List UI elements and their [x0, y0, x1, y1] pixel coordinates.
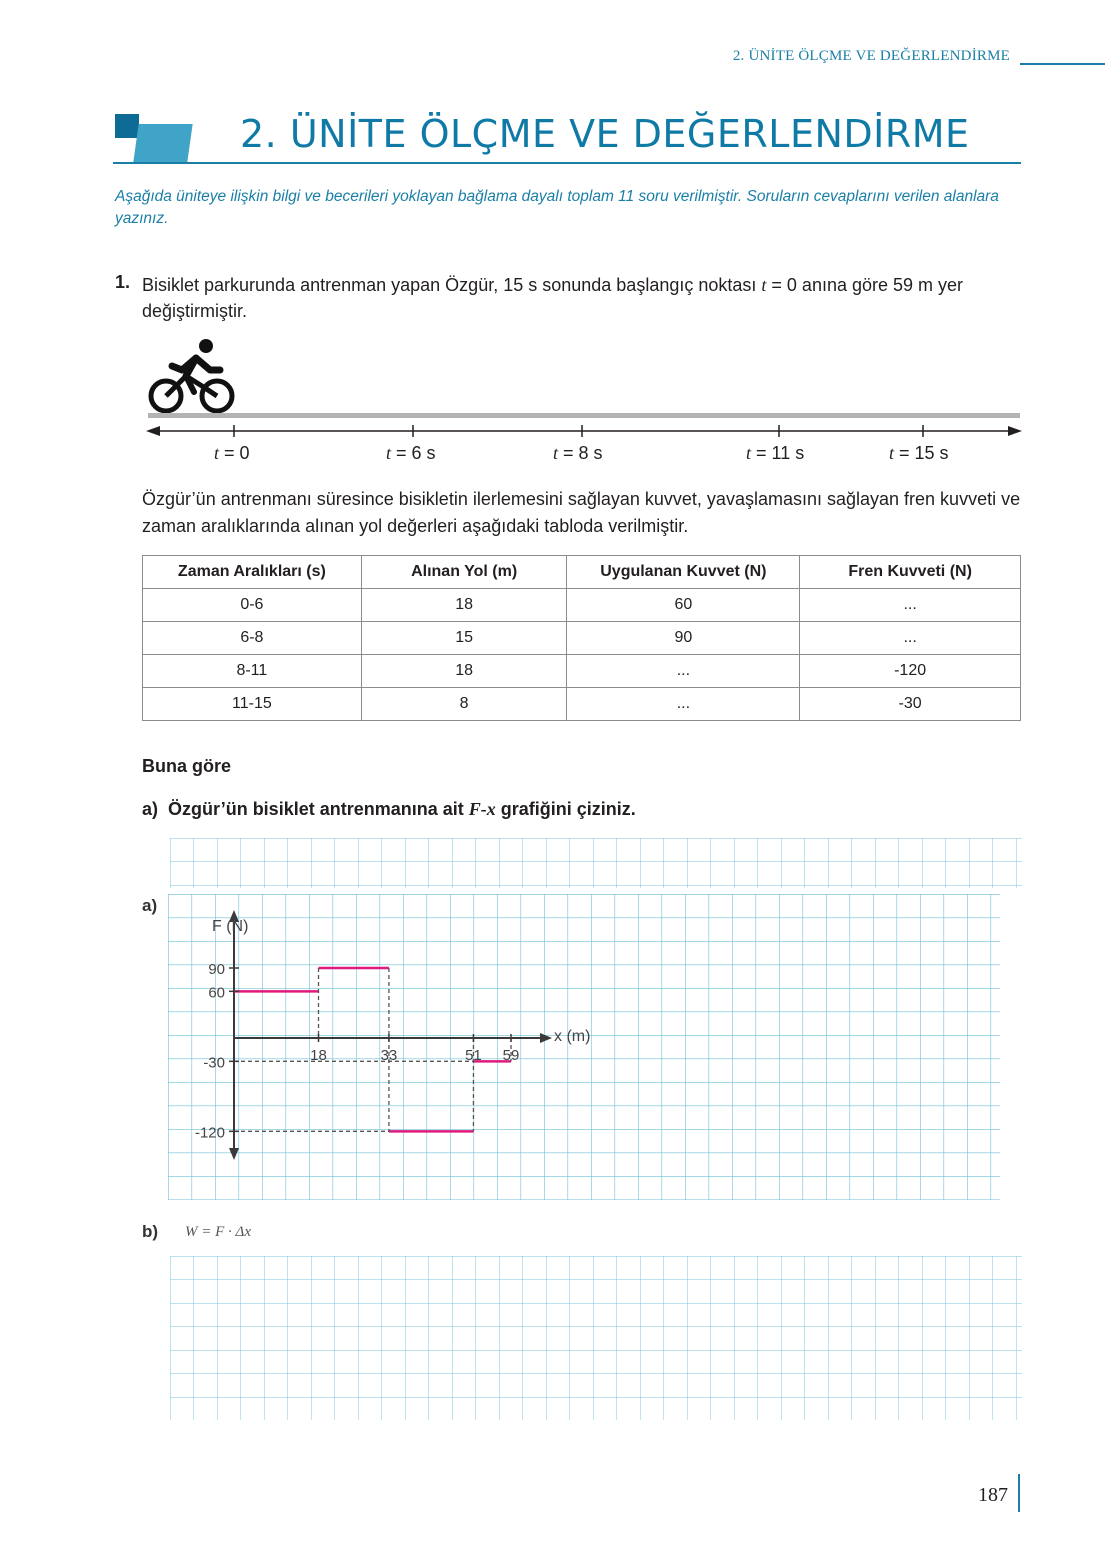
table-cell: 11-15 — [143, 688, 362, 721]
y-tick-label: -30 — [203, 1054, 225, 1072]
table-cell: 18 — [361, 589, 567, 622]
title-rule — [113, 162, 1021, 164]
cyclist-icon — [146, 336, 240, 418]
table-row — [143, 655, 1021, 688]
table-row — [143, 589, 1021, 622]
answer-grid-b[interactable] — [170, 1256, 1022, 1420]
table-header-cell: Alınan Yol (m) — [361, 556, 567, 589]
table-cell: 60 — [567, 589, 800, 622]
running-header: 2. ÜNİTE ÖLÇME VE DEĞERLENDİRME — [732, 48, 1010, 64]
page-title: 2. ÜNİTE ÖLÇME VE DEĞERLENDİRME — [240, 112, 970, 156]
answer-a-label: a) — [142, 896, 158, 915]
graph-grid — [168, 894, 1000, 1200]
x-tick-label: 51 — [465, 1047, 482, 1064]
table-cell: ... — [567, 655, 800, 688]
x-tick-label: 33 — [380, 1047, 398, 1064]
time-label-1: t = 6 s — [386, 443, 436, 463]
table-cell: -30 — [800, 688, 1021, 721]
y-axis-label: F (N) — [212, 918, 249, 935]
question-number: 1. — [115, 272, 131, 292]
page-number: 187 — [978, 1484, 1008, 1506]
x-axis-label: x (m) — [554, 1028, 591, 1045]
x-tick-label: 59 — [502, 1047, 520, 1064]
y-tick-label: 60 — [208, 984, 225, 1002]
question-text: Bisiklet parkurunda antrenman yapan Özgür, 15 s sonunda başlangıç noktası t = 0 anına göre 59 m yer değiştirmiştir. — [142, 275, 964, 321]
running-header-rule — [1020, 63, 1105, 65]
table-cell: 0-6 — [143, 589, 362, 622]
table-cell: ... — [800, 589, 1021, 622]
answer-b-label: b) — [142, 1222, 159, 1241]
table-cell: 18 — [361, 655, 567, 688]
table-cell: 8-11 — [143, 655, 362, 688]
time-label-2: t = 8 s — [553, 443, 603, 463]
table-cell: ... — [567, 688, 800, 721]
title-decoration-light — [133, 124, 192, 162]
data-table — [142, 555, 1021, 721]
bike-track — [148, 413, 1020, 418]
title-decoration-dark — [115, 114, 139, 138]
table-header-cell: Uygulanan Kuvvet (N) — [567, 556, 800, 589]
table-cell: 90 — [567, 622, 800, 655]
table-header-cell: Fren Kuvveti (N) — [800, 556, 1021, 589]
table-cell: -120 — [800, 655, 1021, 688]
buna-gore-text: Buna göre — [142, 756, 232, 776]
time-label-3: t = 11 s — [746, 443, 805, 463]
table-header-row — [143, 556, 1021, 589]
table-row — [143, 622, 1021, 655]
page-number-rule — [1018, 1474, 1020, 1512]
time-label-4: t = 15 s — [889, 443, 949, 463]
table-cell: 8 — [361, 688, 567, 721]
work-formula: W = F · Δx — [185, 1224, 251, 1240]
table-cell: ... — [800, 622, 1021, 655]
intro-text: Aşağıda üniteye ilişkin bilgi ve becerileri yoklayan bağlama dayalı toplam 11 soru verilmiştir. Soruların cevaplarını verilen alanlara yazınız. — [115, 188, 999, 227]
table-row — [143, 688, 1021, 721]
table-cell: 6-8 — [143, 622, 362, 655]
table-cell: 15 — [361, 622, 567, 655]
table-header-cell: Zaman Aralıkları (s) — [143, 556, 362, 589]
x-tick-label: 18 — [310, 1047, 327, 1064]
y-tick-label: -120 — [194, 1124, 225, 1142]
time-axis — [146, 422, 1024, 442]
time-label-0: t = 0 — [214, 443, 250, 463]
part-a-prompt: a) Özgür’ün bisiklet antrenmanına ait F-x grafiğini çiziniz. — [142, 799, 636, 819]
answer-grid-top[interactable] — [170, 838, 1022, 888]
fx-graph[interactable] — [168, 894, 1000, 1200]
question-paragraph: Özgür’ün antrenmanı süresince bisikletin ilerlemesini sağlayan kuvvet, yavaşlamasını sağlayan fren kuvveti ve zaman aralıklarında alınan yol değerleri aşağıdaki tabloda verilmiştir. — [142, 489, 1021, 536]
y-tick-label: 90 — [208, 961, 225, 978]
